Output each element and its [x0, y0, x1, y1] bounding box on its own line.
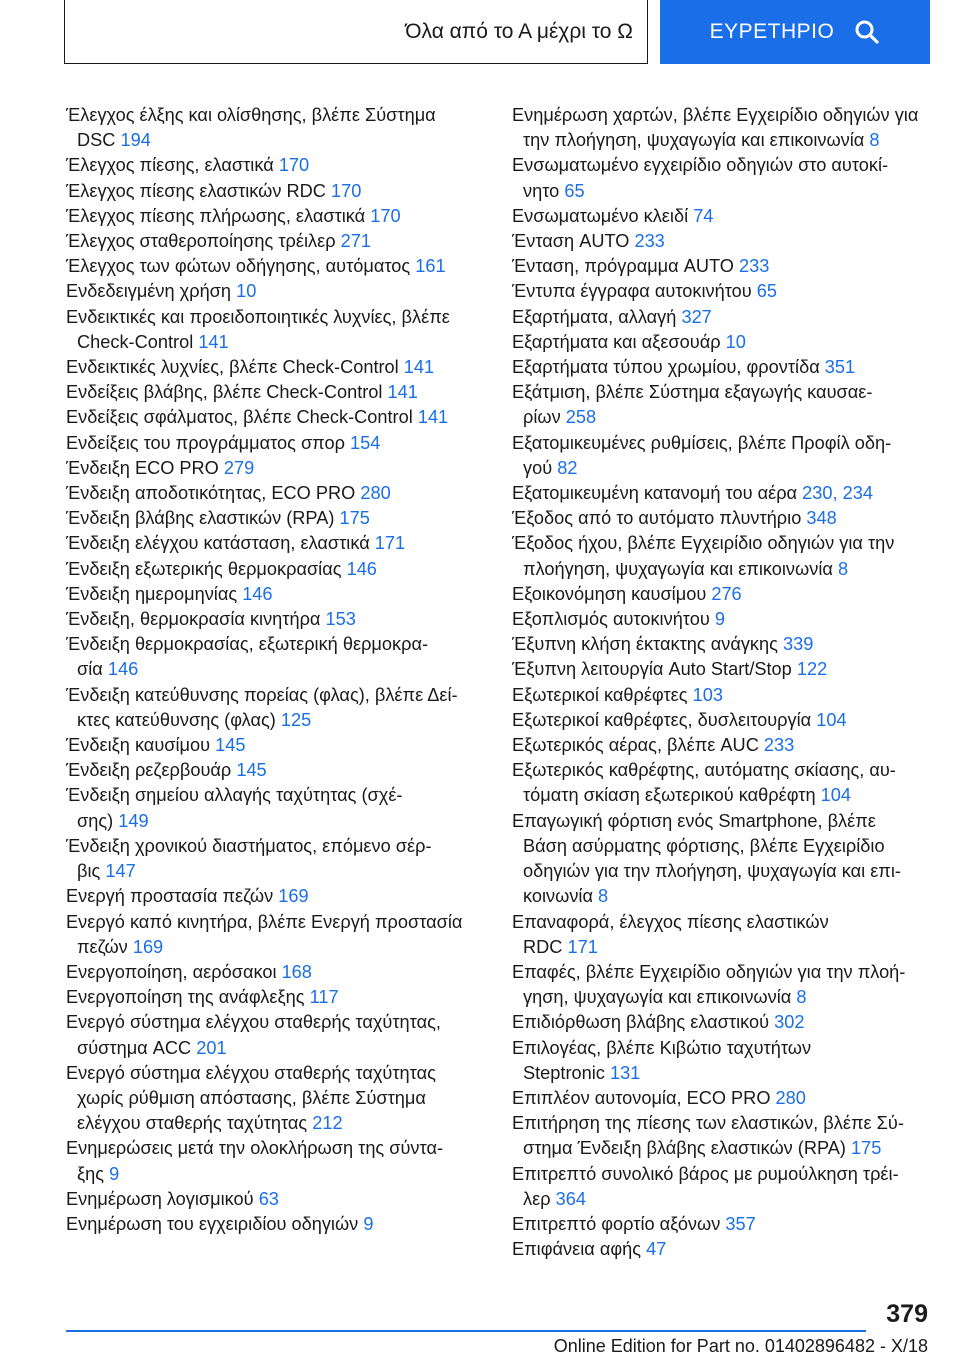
index-entry-text: Ενδεδειγμένη χρήση: [66, 281, 232, 302]
index-entry: [66, 607, 506, 632]
index-entry: [66, 279, 506, 304]
index-entry-text: Ένδειξη ρεζερβουάρ: [66, 760, 232, 781]
index-entry-text: Ενεργό σύστημα ελέγχου σταθερής ταχύτητας,: [66, 1012, 441, 1033]
page-link[interactable]: 65: [564, 180, 585, 201]
page-link[interactable]: 153: [325, 609, 356, 630]
search-icon[interactable]: [854, 19, 880, 45]
index-entry-text: Ενεργοποίηση της ανάφλεξης: [66, 987, 305, 1008]
page-link[interactable]: 302: [774, 1012, 805, 1033]
page-link[interactable]: 194: [120, 130, 151, 151]
page-link[interactable]: 146: [346, 558, 377, 579]
index-entry: [66, 355, 506, 380]
index-entry-text: Ένδειξη καυσίμου: [66, 735, 211, 756]
index-entry-text: Εξοικονόμηση καυσίμου: [512, 583, 707, 604]
page-link[interactable]: 175: [339, 508, 370, 529]
index-entry-text: χωρίς ρύθμιση απόστασης, βλέπε Σύστημα: [77, 1087, 426, 1108]
page-link[interactable]: 168: [281, 961, 312, 982]
index-entry-text: Βάση ασύρματης φόρτισης, βλέπε Εγχειρίδιο: [523, 835, 885, 856]
index-entry: [512, 380, 952, 430]
index-entry: [66, 179, 506, 204]
index-entry-text: Ένδειξη ECO PRO: [66, 457, 219, 478]
page-link[interactable]: 8: [869, 130, 880, 151]
index-entry-text: Ένταση AUTO: [512, 231, 630, 252]
index-entry: [66, 254, 506, 279]
index-entry: [66, 884, 506, 909]
index-entry: [66, 380, 506, 405]
index-entry-text: σύστημα ACC: [77, 1037, 192, 1058]
page-link[interactable]: 233: [763, 735, 795, 756]
index-entry: [512, 355, 952, 380]
index-entry-text: Ένδειξη χρονικού διαστήματος, επόμενο σέρ-: [66, 835, 432, 856]
index-entry: [512, 809, 952, 910]
page-link[interactable]: 169: [278, 886, 309, 907]
index-entry: [512, 305, 952, 330]
tab-a-to-z[interactable]: [64, 0, 648, 64]
index-entry: [512, 607, 952, 632]
index-entry-text: Εξαρτήματα και αξεσουάρ: [512, 331, 721, 352]
index-entry: [512, 657, 952, 682]
index-entry-text: πλοήγηση, ψυχαγωγία και επικοινωνία: [523, 558, 833, 579]
index-entry: [512, 254, 952, 279]
index-entry: [512, 1212, 952, 1237]
page-link[interactable]: 280: [360, 483, 391, 504]
page-link[interactable]: 65: [756, 281, 777, 302]
page-link[interactable]: 351: [824, 357, 856, 378]
index-entry: [512, 1162, 952, 1212]
index-entry: [512, 506, 952, 531]
index-entry: [66, 1010, 506, 1060]
index-entry: [66, 910, 506, 960]
index-entry-text: Ενδείξεις σφάλματος, βλέπε Check-Control: [66, 407, 413, 428]
index-entry-text: Εξατομικευμένη κατανομή του αέρα: [512, 483, 798, 504]
index-entry: [512, 330, 952, 355]
index-entry-text: Ενεργή προστασία πεζών: [66, 886, 274, 907]
index-entry-text: Ενδεικτικές λυχνίες, βλέπε Check-Control: [66, 357, 399, 378]
index-entry-text: Επαφές, βλέπε Εγχειρίδιο οδηγιών για την πλοή-: [512, 961, 906, 982]
index-entry: [512, 758, 952, 808]
page-link[interactable]: 201: [196, 1037, 227, 1058]
index-entry-text: Check-Control: [77, 331, 194, 352]
index-entry: [512, 1036, 952, 1086]
index-entry: [66, 531, 506, 556]
index-entry: [512, 531, 952, 581]
index-entry: [66, 405, 506, 430]
index-entry: [512, 153, 952, 203]
index-entry-text: Επιδιόρθωση βλάβης ελαστικού: [512, 1012, 770, 1033]
page-link[interactable]: 63: [258, 1188, 279, 1209]
page-link[interactable]: 104: [820, 785, 851, 806]
index-entry-text: Επιλογέας, βλέπε Κιβώτιο ταχυτήτων: [512, 1037, 812, 1058]
page-link[interactable]: 141: [198, 331, 229, 352]
index-entry-text: Επαγωγική φόρτιση ενός Smartphone, βλέπε: [512, 810, 876, 831]
index-entry: [512, 229, 952, 254]
index-column-left: [66, 103, 506, 1237]
index-entry-text: Ένδειξη ελέγχου κατάσταση, ελαστικά: [66, 533, 370, 554]
index-entry-text: Ενημερώσεις μετά την ολοκλήρωση της σύντα-: [66, 1138, 444, 1159]
index-entry: [512, 1010, 952, 1035]
page-link[interactable]: 279: [223, 457, 255, 478]
page-link[interactable]: 141: [387, 382, 418, 403]
page-link[interactable]: 169: [132, 936, 164, 957]
footer-edition: Online Edition for Part no. 01402896482 - X/18: [553, 1336, 928, 1356]
index-entry: [66, 1187, 506, 1212]
header: [64, 0, 930, 64]
index-entry-text: Ενδεικτικές και προειδοποιητικές λυχνίες, βλέπε: [66, 306, 450, 327]
index-entry-text: λερ: [523, 1188, 551, 1209]
index-entry-text: Εξατομικευμένες ρυθμίσεις, βλέπε Προφίλ οδη-: [512, 432, 892, 453]
page-link[interactable]: 233: [739, 256, 770, 277]
index-entry-text: οδηγιών για την πλοήγηση, ψυχαγωγία και επι-: [523, 861, 901, 882]
page-link[interactable]: 146: [107, 659, 139, 680]
index-entry-text: Εξωτερικοί καθρέφτες: [512, 684, 688, 705]
page-link[interactable]: 117: [309, 987, 339, 1008]
page-link[interactable]: 230, 234: [802, 483, 873, 504]
index-entry: [66, 733, 506, 758]
page-link[interactable]: 122: [796, 659, 828, 680]
footer-divider: [66, 1330, 866, 1332]
index-entry-text: Έλεγχος πίεσης, ελαστικά: [66, 155, 274, 176]
index-entry-text: Έλεγχος των φώτων οδήγησης, αυτόματος: [66, 256, 411, 277]
index-entry: [66, 960, 506, 985]
page-link[interactable]: 327: [681, 306, 712, 327]
index-entry: [66, 1136, 506, 1186]
index-entry-text: Έξοδος από το αυτόματο πλυντήριο: [512, 508, 802, 529]
index-entry-text: βις: [77, 861, 101, 882]
index-entry-text: Έντυπα έγγραφα αυτοκινήτου: [512, 281, 752, 302]
page-link[interactable]: 141: [403, 357, 435, 378]
index-entry-text: Ένδειξη θερμοκρασίας, εξωτερική θερμοκρα-: [66, 634, 429, 655]
index-entry-text: Επιπλέον αυτονομία, ECO PRO: [512, 1087, 771, 1108]
index-entry-text: Ενεργό σύστημα ελέγχου σταθερής ταχύτητας: [66, 1062, 436, 1083]
index-entry: [512, 960, 952, 1010]
index-entry: [66, 1061, 506, 1137]
index-entry-text: Εξωτερικοί καθρέφτες, δυσλειτουργία: [512, 709, 812, 730]
index-entry: [512, 733, 952, 758]
index-entry-text: την πλοήγηση, ψυχαγωγία και επικοινωνία: [523, 130, 865, 151]
index-entry-text: Εξαρτήματα, αλλαγή: [512, 306, 677, 327]
index-entry-text: σης): [77, 810, 114, 831]
page-link[interactable]: 161: [415, 256, 446, 277]
index-entry-text: Ενσωματωμένο εγχειρίδιο οδηγιών στο αυτοκί-: [512, 155, 889, 176]
page-link[interactable]: 280: [775, 1087, 806, 1108]
index-entry: [512, 582, 952, 607]
index-entry-text: πεζών: [77, 936, 128, 957]
index-entry: [66, 758, 506, 783]
index-entry-text: Ένδειξη, θερμοκρασία κινητήρα: [66, 609, 321, 630]
index-entry-text: Έξυπνη λειτουργία Auto Start/Stop: [512, 659, 792, 680]
page-link[interactable]: 147: [105, 861, 136, 882]
index-entry: [66, 632, 506, 682]
page-link[interactable]: 171: [567, 936, 598, 957]
page-link[interactable]: 276: [711, 583, 742, 604]
page-link[interactable]: 82: [557, 457, 578, 478]
index-entry: [512, 431, 952, 481]
page-link[interactable]: 145: [215, 735, 246, 756]
index-entry: [512, 103, 952, 153]
page-link[interactable]: 103: [692, 684, 723, 705]
index-entry-text: Έλεγχος έλξης και ολίσθησης, βλέπε Σύστημα: [66, 105, 436, 125]
index-entry: [66, 153, 506, 178]
page-link[interactable]: 10: [236, 281, 257, 302]
index-entry: [512, 683, 952, 708]
index-entry-text: Εξάτμιση, βλέπε Σύστημα εξαγωγής καυσαε-: [512, 382, 873, 403]
index-entry-text: κοινωνία: [523, 886, 593, 907]
index-entry-text: Έλεγχος πίεσης ελαστικών RDC: [66, 180, 326, 201]
page-link[interactable]: 8: [796, 987, 807, 1008]
page-link[interactable]: 131: [609, 1062, 641, 1083]
index-column-right: [512, 103, 952, 1262]
index-entry-text: Επιφάνεια αφής: [512, 1239, 642, 1260]
page-link[interactable]: 9: [109, 1163, 120, 1184]
index-entry-text: ξης: [77, 1163, 105, 1184]
index-entry: [66, 431, 506, 456]
index-entry-text: Ενεργό καπό κινητήρα, βλέπε Ενεργή προστασία: [66, 911, 463, 932]
tab-a-to-z-label: Όλα από το Α μέχρι το Ω: [405, 19, 633, 43]
tab-index[interactable]: [660, 0, 930, 64]
index-entry-text: Ένδειξη ημερομηνίας: [66, 583, 238, 604]
page-number: 379: [886, 1300, 928, 1328]
index-entry-text: DSC: [77, 130, 116, 151]
index-entry-text: γού: [523, 457, 553, 478]
index-entry: [512, 279, 952, 304]
index-entry-text: Ένδειξη βλάβης ελαστικών (RPA): [66, 508, 335, 529]
page-link[interactable]: 348: [806, 508, 837, 529]
page-link[interactable]: 212: [312, 1113, 343, 1134]
tab-index-label: ΕΥΡΕΤΗΡΙΟ: [709, 20, 835, 43]
index-entry-text: Έλεγχος πίεσης πλήρωσης, ελαστικά: [66, 205, 366, 226]
index-entry: [66, 456, 506, 481]
page-link[interactable]: 74: [693, 205, 714, 226]
index-entry-text: στημα Ένδειξη βλάβης ελαστικών (RPA): [523, 1138, 846, 1159]
index-entry: [66, 506, 506, 531]
index-entry-text: ελέγχου σταθερής ταχύτητας: [77, 1113, 308, 1134]
index-entry-text: Εξαρτήματα τύπου χρωμίου, φροντίδα: [512, 357, 820, 378]
index-entry-text: Εξωτερικός αέρας, βλέπε AUC: [512, 735, 759, 756]
page-link[interactable]: 170: [370, 205, 401, 226]
index-entry: [512, 632, 952, 657]
index-entry-text: Επιτρεπτό συνολικό βάρος με ρυμούλκηση τρέι-: [512, 1163, 899, 1184]
index-entry: [512, 1111, 952, 1161]
page-link[interactable]: 357: [725, 1213, 756, 1234]
index-entry: [66, 582, 506, 607]
index-entry: [66, 557, 506, 582]
index-entry-text: Ενημέρωση χαρτών, βλέπε Εγχειρίδιο οδηγιών για: [512, 105, 919, 125]
page-link[interactable]: 8: [837, 558, 849, 579]
page-link[interactable]: 146: [242, 583, 273, 604]
index-entry-text: Ενημέρωση λογισμικού: [66, 1188, 254, 1209]
index-entry: [66, 985, 506, 1010]
page-link[interactable]: 171: [374, 533, 406, 554]
page-link[interactable]: 258: [565, 407, 597, 428]
index-entry-text: Ένταση, πρόγραμμα AUTO: [512, 256, 734, 277]
index-entry-text: Ένδειξη εξωτερικής θερμοκρασίας: [66, 558, 342, 579]
index-entry-text: Steptronic: [523, 1062, 605, 1083]
index-entry-text: Ενσωματωμένο κλειδί: [512, 205, 689, 226]
index-entry: [66, 783, 506, 833]
index-entry: [66, 229, 506, 254]
index-entry-text: σία: [77, 659, 103, 680]
index-entry-text: γηση, ψυχαγωγία και επικοινωνία: [523, 987, 792, 1008]
index-entry-text: Έξυπνη κλήση έκτακτης ανάγκης: [512, 634, 778, 655]
page-link[interactable]: 47: [646, 1239, 667, 1260]
index-entry: [512, 481, 952, 506]
index-entry-text: Ενδείξεις του προγράμματος σπορ: [66, 432, 345, 453]
index-entry-text: Έλεγχος σταθεροποίησης τρέιλερ: [66, 231, 336, 252]
index-entry: [512, 1086, 952, 1111]
page-link[interactable]: 233: [634, 231, 665, 252]
index-entry: [512, 910, 952, 960]
index-entry: [512, 1237, 952, 1262]
page-link[interactable]: 339: [782, 634, 814, 655]
index-entry-text: Ενδείξεις βλάβης, βλέπε Check-Control: [66, 382, 383, 403]
index-entry: [66, 683, 506, 733]
page-link[interactable]: 364: [555, 1188, 586, 1209]
index-entry: [66, 103, 506, 153]
page-link[interactable]: 8: [598, 886, 609, 907]
index-entry: [512, 708, 952, 733]
index-entry-text: ρίων: [523, 407, 561, 428]
index-entry-text: Ένδειξη αποδοτικότητας, ECO PRO: [66, 483, 356, 504]
page-link[interactable]: 271: [340, 231, 372, 252]
index-entry: [66, 305, 506, 355]
index-entry: [66, 481, 506, 506]
index-entry-text: Εξωτερικός καθρέφτης, αυτόματης σκίασης, αυ-: [512, 760, 896, 781]
page-link[interactable]: 104: [816, 709, 847, 730]
index-entry: [66, 204, 506, 229]
page-link[interactable]: 9: [714, 609, 725, 630]
index-entry: [66, 1212, 506, 1237]
index-entry-text: RDC: [523, 936, 563, 957]
page-link[interactable]: 10: [725, 331, 746, 352]
page-link[interactable]: 9: [363, 1213, 374, 1234]
index-entry-text: Εξοπλισμός αυτοκινήτου: [512, 609, 710, 630]
page-link[interactable]: 170: [278, 155, 310, 176]
page-link[interactable]: 145: [236, 760, 267, 781]
index-entry-text: τόματη σκίαση εξωτερικού καθρέφτη: [523, 785, 816, 806]
index-entry-text: Ενεργοποίηση, αερόσακοι: [66, 961, 277, 982]
page-link[interactable]: 141: [417, 407, 449, 428]
index-entry: [512, 204, 952, 229]
index-entry-text: Επαναφορά, έλεγχος πίεσης ελαστικών: [512, 911, 829, 932]
index-entry-text: Επιτρεπτό φορτίο αξόνων: [512, 1213, 721, 1234]
page-link[interactable]: 149: [118, 810, 149, 831]
index-entry-text: κτες κατεύθυνσης (φλας): [77, 709, 276, 730]
index-entry-text: Επιτήρηση της πίεσης των ελαστικών, βλέπε Σύ-: [512, 1113, 904, 1134]
page-link[interactable]: 154: [349, 432, 381, 453]
index-entry-text: Ενημέρωση του εγχειριδίου οδηγιών: [66, 1213, 359, 1234]
index-entry-text: νητο: [523, 180, 560, 201]
page-link[interactable]: 175: [851, 1138, 882, 1159]
index-entry-text: Ένδειξη κατεύθυνσης πορείας (φλας), βλέπε Δεί-: [66, 684, 458, 705]
index-entry: [66, 834, 506, 884]
index-entry-text: Ένδειξη σημείου αλλαγής ταχύτητας (σχέ-: [66, 785, 403, 806]
index-entry-text: Έξοδος ήχου, βλέπε Εγχειρίδιο οδηγιών για την: [512, 533, 895, 554]
page-link[interactable]: 125: [280, 709, 312, 730]
page-link[interactable]: 170: [330, 180, 362, 201]
